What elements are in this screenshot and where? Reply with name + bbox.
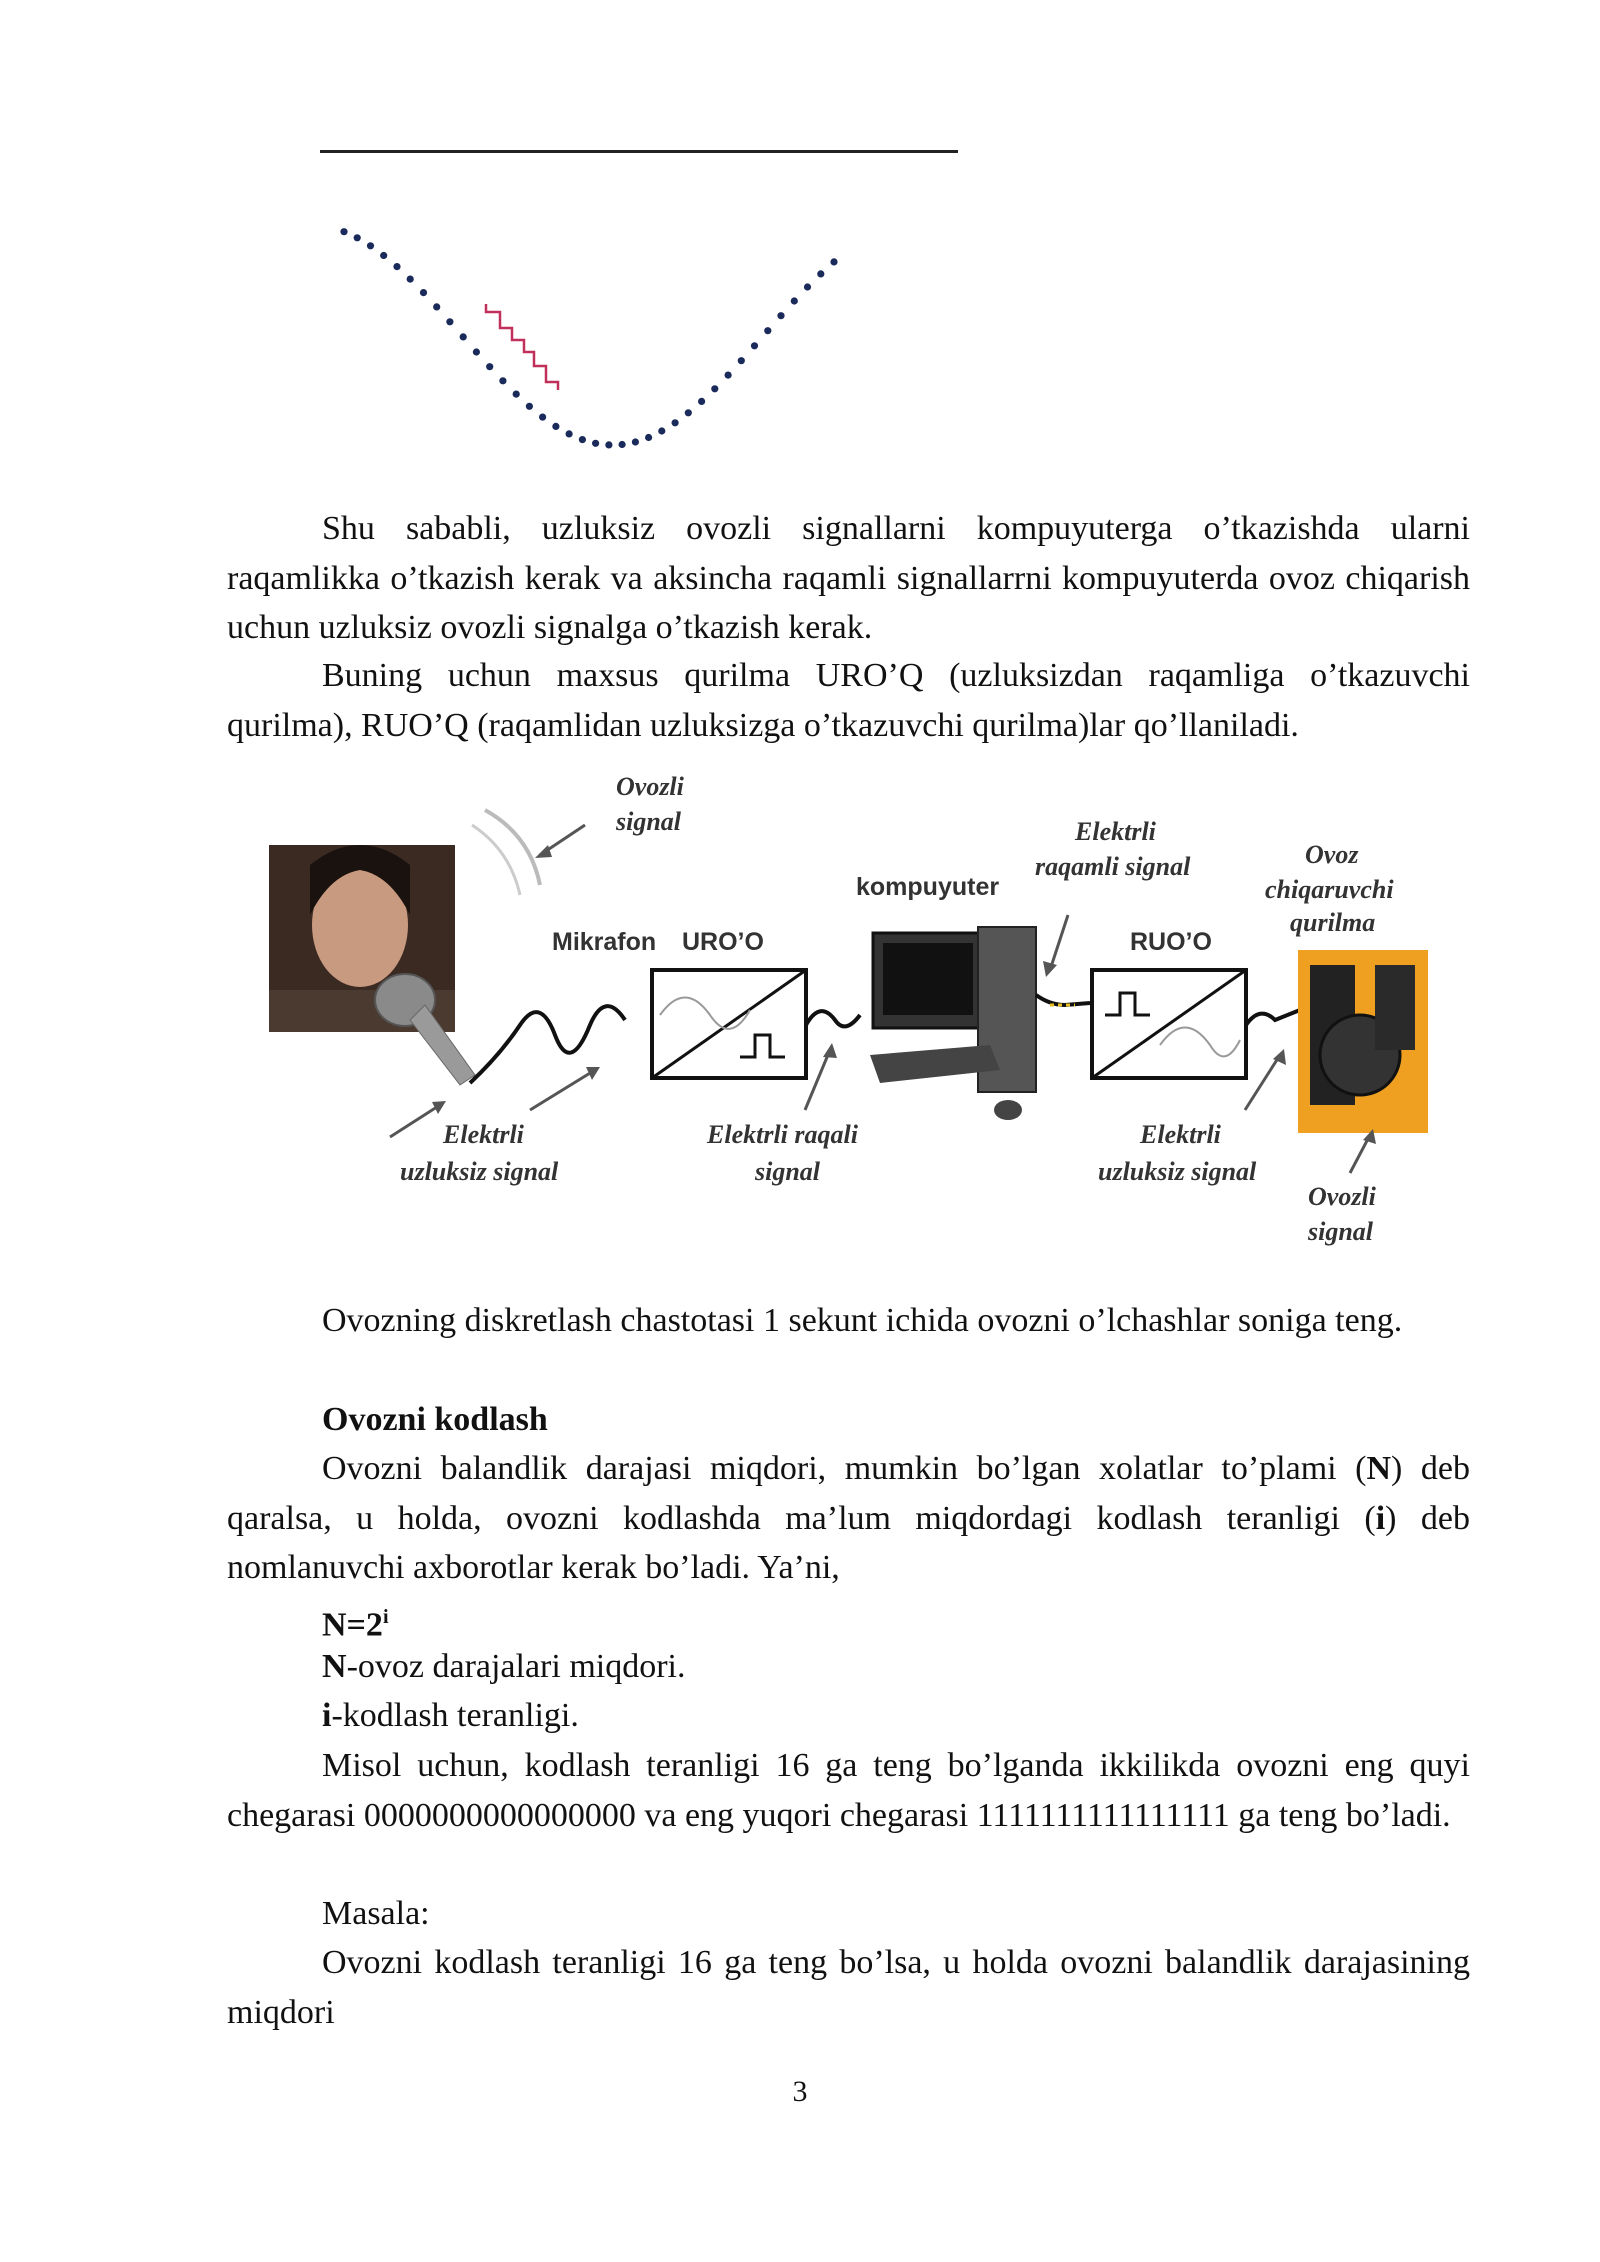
label-uzluksiz-signal-right: uzluksiz signal (1098, 1157, 1257, 1186)
sample-point (817, 270, 824, 277)
sample-point (526, 403, 533, 410)
sample-points (340, 228, 837, 448)
definition-n: N-ovoz darajalari miqdori. (322, 1648, 686, 1685)
cable-digital-right (1036, 995, 1090, 1005)
label-ovozli-signal-top-2: signal (616, 807, 682, 836)
sampled-sine-wave-figure (320, 200, 840, 470)
sample-point (393, 263, 400, 270)
sample-point (698, 398, 705, 405)
label-ovozli-signal-top: Ovozli (616, 772, 684, 801)
label-kompuyuter: kompuyuter (856, 873, 1000, 901)
sample-point (658, 427, 665, 434)
sample-point (619, 441, 626, 448)
paragraph-7: Ovozni kodlash teranligi 16 ga teng bo’lsa, u holda ovozni balandlik darajasining miqdori (227, 1944, 1470, 2031)
arrow-icon (805, 1050, 830, 1110)
top-rule (320, 150, 958, 153)
arrow-icon (530, 1070, 595, 1110)
sample-point (632, 438, 639, 445)
definition-i: i-kodlash teranligi. (322, 1697, 579, 1734)
label-chiqaruvchi: chiqaruvchi (1265, 875, 1394, 904)
paragraph-3: Ovozning diskretlash chastotasi 1 sekunt ichida ovozni o’lchashlar soniga teng. (322, 1302, 1403, 1339)
sample-point (566, 430, 573, 437)
cable-analog-left (470, 1006, 625, 1083)
sample-point (420, 289, 427, 296)
sample-point (552, 423, 559, 430)
sample-point (539, 414, 546, 421)
sample-point (711, 385, 718, 392)
page-number: 3 (792, 2075, 808, 2108)
sample-point (777, 312, 784, 319)
sample-point (340, 228, 347, 235)
sample-point (579, 436, 586, 443)
mouse-icon (994, 1100, 1022, 1120)
section-heading: Ovozni kodlash (322, 1401, 548, 1438)
formula: $N=2^i$ (322, 1606, 389, 1644)
sample-point (830, 258, 837, 265)
paragraph-5: Misol uchun, kodlash teranligi 16 ga teng bo’lganda ikkilikda ovozni eng quyi chegarasi 0000000000000000 va eng yuqori chegarasi 1111111111111111 ga teng bo’ladi. (227, 1747, 1470, 1834)
conversion-diagram (260, 765, 1440, 1260)
sample-point (685, 409, 692, 416)
sample-point (751, 342, 758, 349)
sample-point (725, 372, 732, 379)
sample-point (380, 252, 387, 259)
label-mikrafon: Mikrafon (552, 928, 657, 956)
paragraph-2: Buning uchun maxsus qurilma URO’Q (uzluksizdan raqamliga o’tkazuvchi qurilma), RUO’Q (raqamlidan uzluksizga o’tkazuvchi qurilma)lar qo’llaniladi. (227, 657, 1470, 744)
sample-point (513, 391, 520, 398)
sample-point (605, 441, 612, 448)
paragraph-4: Ovozni balandlik darajasi miqdori, mumkin bo’lgan xolatlar to’plami (N) deb qaralsa, u holda, ovozni kodlashda ma’lum miqdordagi kodlash teranligi (i) deb nomlanuvchi axborotlar kerak bo’ladi. Ya’ni, (227, 1450, 1470, 1586)
sample-point (354, 234, 361, 241)
arrow-icon (1245, 1055, 1280, 1110)
label-uzluksiz-signal-left: uzluksiz signal (400, 1157, 559, 1186)
sound-wave-icon (472, 825, 520, 895)
paragraph-1: Shu sababli, uzluksiz ovozli signallarni kompuyuterga o’tkazishda ularni raqamlikka o’tkazish kerak va aksincha raqamli signallarrni kompuyuterda ovoz chiqarish uchun uzluksiz ovozli signalga o’tkazish kerak. (227, 510, 1470, 646)
sample-point (764, 327, 771, 334)
label-qurilma: qurilma (1290, 908, 1376, 937)
label-elektrli-raqamli: Elektrli (1075, 817, 1156, 846)
arrow-icon (390, 1105, 440, 1137)
label-ovoz: Ovoz (1305, 840, 1359, 869)
label-uro: URO’O (682, 928, 764, 956)
sample-point (499, 377, 506, 384)
label-elektrli-left: Elektrli (443, 1120, 524, 1149)
cable-analog-right (1246, 1010, 1300, 1025)
sample-point (738, 357, 745, 364)
sample-point (486, 363, 493, 370)
sample-point (367, 242, 374, 249)
quantization-steps (486, 304, 558, 390)
sample-point (804, 283, 811, 290)
sample-point (645, 434, 652, 441)
sample-point (446, 318, 453, 325)
label-raqali-signal: signal (755, 1157, 821, 1186)
label-raqamli-signal: raqamli signal (1035, 852, 1191, 881)
label-elektrli-right: Elektrli (1140, 1120, 1221, 1149)
cable-digital-middle (806, 1011, 860, 1026)
sample-point (473, 348, 480, 355)
sample-point (791, 297, 798, 304)
sample-point (672, 419, 679, 426)
arrow-icon (1050, 915, 1068, 970)
sample-point (592, 440, 599, 447)
label-ruo: RUO’O (1130, 928, 1212, 956)
sample-point (433, 303, 440, 310)
sample-point (460, 333, 467, 340)
label-ovozli-signal-bottom-2: signal (1308, 1217, 1374, 1246)
paragraph-6: Masala: (322, 1895, 430, 1932)
sample-point (407, 276, 414, 283)
label-ovozli-signal-bottom: Ovozli (1308, 1182, 1376, 1211)
label-elektrli-raqali: Elektrli raqali (707, 1120, 858, 1149)
